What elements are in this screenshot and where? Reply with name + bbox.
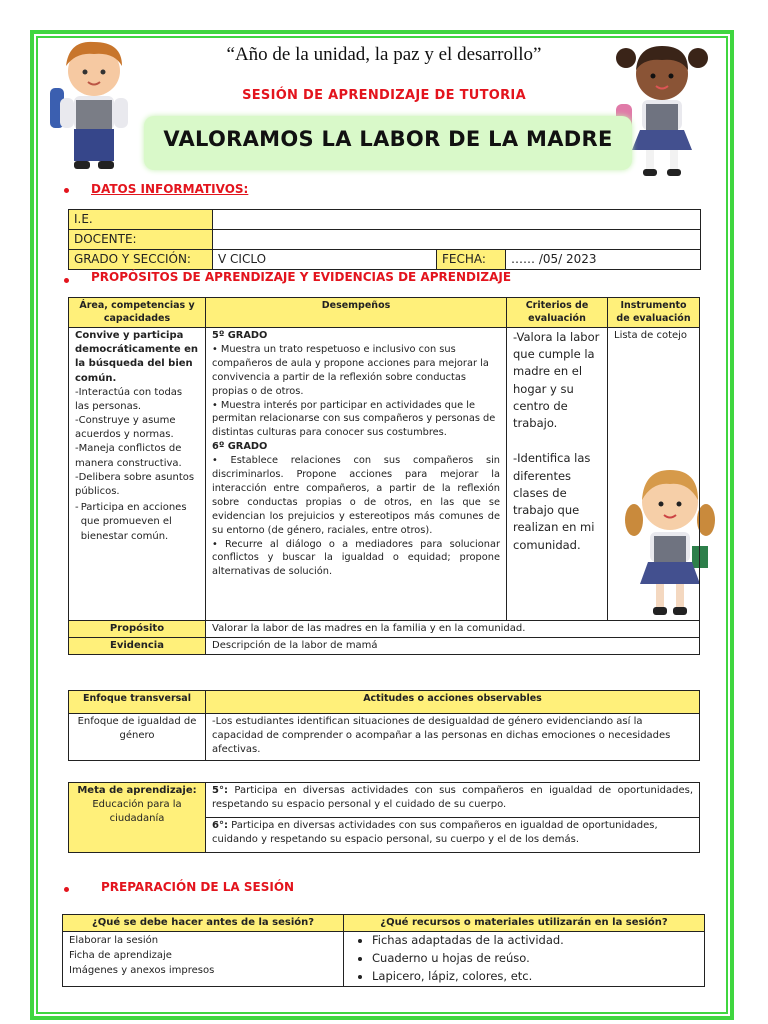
- bullet-icon: [64, 887, 69, 892]
- grado5-label: 5º GRADO: [212, 329, 268, 341]
- header-actitudes: Actitudes o acciones observables: [206, 691, 700, 714]
- evidencia-value: Descripción de la labor de mamá: [206, 638, 700, 655]
- recurso-item: • Fichas adaptadas de la actividad.: [372, 932, 698, 950]
- desempeno-item: • Establece relaciones con sus compañeros sin discriminarlos. Propone acciones para mejorar la interacción entre compañeros, a partir de la reflexión sobre conductas propias o de otros, en las que se evidencian los prejuicios y estereotipos más comunes de su entorno (de género, raciales, entre otros).: [212, 455, 500, 536]
- header-antes: ¿Qué se debe hacer antes de la sesión?: [63, 915, 344, 932]
- proposito-value: Valorar la labor de las madres en la familia y en la comunidad.: [206, 620, 700, 637]
- docente-label: DOCENTE:: [69, 230, 213, 250]
- meta-label: Meta de aprendizaje:: [77, 785, 197, 796]
- enfoque-description: -Los estudiantes identifican situaciones de desigualdad de género evidenciando así la capacidad de comprender o acompañar a las personas en dichas emociones o necesidades afectivas.: [206, 714, 700, 761]
- datos-heading: DATOS INFORMATIVOS:: [91, 182, 249, 196]
- desempeno-item: • Recurre al diálogo o a mediadores para solucionar conflictos y buscar la igualdad o equidad; propone alternativas de solución.: [212, 538, 500, 578]
- session-type-label: SESIÓN DE APRENDIZAJE DE TUTORIA: [242, 88, 526, 103]
- capacidad-item: -Interactúa con todas las personas.: [75, 386, 183, 412]
- docente-value[interactable]: [213, 230, 701, 250]
- capacidad-item: Participa en acciones que promueven el bienestar común.: [80, 502, 187, 542]
- competencia: Convive y participa democráticamente en la búsqueda del bien común.: [75, 329, 198, 384]
- instrumento-value: Lista de cotejo: [608, 327, 700, 620]
- criterio-item: -Valora la labor que cumple la madre en el hogar y su centro de trabajo.: [513, 329, 600, 431]
- evidencia-label: Evidencia: [69, 638, 206, 655]
- antes-item: Ficha de aprendizaje: [69, 950, 172, 962]
- antes-item: Elaborar la sesión: [69, 935, 159, 947]
- preparacion-heading: PREPARACIÓN DE LA SESIÓN: [101, 880, 295, 894]
- proposito-label: Propósito: [69, 620, 206, 637]
- header-instrumento: Instrumento de evaluación: [608, 298, 700, 328]
- grado-value: V CICLO: [213, 250, 437, 270]
- meta-area: Educación para la ciudadanía: [92, 799, 182, 825]
- header-area: Área, competencias y capacidades: [69, 298, 206, 328]
- meta-5-label: 5°:: [212, 785, 228, 796]
- bullet-icon: [64, 278, 69, 283]
- header-recursos: ¿Qué recursos o materiales utilizarán en la sesión?: [344, 915, 705, 932]
- meta-6-label: 6°:: [212, 820, 228, 831]
- header-enfoque: Enfoque transversal: [69, 691, 206, 714]
- ie-label: I.E.: [69, 210, 213, 230]
- recurso-item: • Cuaderno u hojas de reúso.: [372, 950, 698, 968]
- datos-table: [68, 209, 701, 270]
- meta-6-text: Participa en diversas actividades con sus compañeros en igualdad de oportunidades, cuidando y respetando su espacio personal, su cuerpo y el de los demás.: [212, 820, 658, 846]
- capacidad-item: -Maneja conflictos de manera constructiva.: [75, 443, 182, 469]
- desempeno-item: • Muestra un trato respetuoso e inclusivo con sus compañeros de aula y propone acciones para mejorar la convivencia a partir de la reflexión sobre conductas propias o de otros.: [212, 343, 489, 397]
- fecha-label: FECHA:: [437, 250, 506, 270]
- desempeno-item: • Muestra interés por participar en actividades que le permitan relacionarse con sus compañeros y personas de distintas culturas para conocer sus costumbres.: [212, 399, 496, 439]
- year-motto: “Año de la unidad, la paz y el desarrollo”: [226, 44, 542, 65]
- enfoque-table: [68, 690, 700, 761]
- recurso-item: • Lapicero, lápiz, colores, etc.: [372, 968, 698, 986]
- session-title: VALORAMOS LA LABOR DE LA MADRE: [163, 127, 613, 151]
- antes-item: Imágenes y anexos impresos: [69, 965, 215, 977]
- enfoque-name: Enfoque de igualdad de género: [69, 714, 206, 761]
- capacidad-item: -Construye y asume acuerdos y normas.: [75, 415, 176, 441]
- grado6-label: 6º GRADO: [212, 441, 268, 453]
- meta-table: [68, 782, 700, 853]
- header-criterios: Criterios de evaluación: [507, 298, 608, 328]
- propositos-heading: PROPÓSITOS DE APRENDIZAJE Y EVIDENCIAS DE APRENDIZAJE: [91, 270, 512, 284]
- title-banner: [144, 116, 632, 170]
- criterio-item: -Identifica las diferentes clases de trabajo que realizan en mi comunidad.: [513, 451, 595, 552]
- meta-5-text: Participa en diversas actividades con sus compañeros en igualdad de oportunidades, respetando su espacio personal y el cuidado de su cuerpo.: [212, 785, 694, 811]
- fecha-value: …… /05/ 2023: [506, 250, 701, 270]
- recursos-list: [350, 932, 698, 985]
- bullet-icon: [64, 188, 69, 193]
- capacidad-item: -Delibera sobre asuntos públicos.: [75, 471, 195, 498]
- propositos-table: Área, competencias y capacidades Desempeños Criterios de evaluación Instrumento de evaluación Convive y participa democráticamente en la búsqueda del bien común. -Interactúa con todas las personas. -Construye y asume acuerdos y normas. -Maneja conflictos de manera constructiva. -Delibera sobre asuntos públicos. - Participa en acciones que promueven el bienestar común. 5º GRADO • Muestra un trato respetuoso e inclusivo con sus compañeros de aula y propone acciones para mejorar la convivencia a partir de la reflexión sobre conductas propias o de otros. • Muestra interés por participar en actividades que le permitan relacionarse con sus compañeros y personas de distintas culturas para conocer sus costumbres. 6º GRADO • Establece relaciones con sus compañeros sin discriminarlos. Propone acciones para mejorar la interacción entre compañeros, a partir de la reflexión sobre conductas propias o de otros, en las que se evidencian los prejuicios y estereotipos más comunes de su entorno (de género, raciales, entre otros). • Recurre al diálogo o a mediadores para solucionar conflictos y buscar la igualdad o equidad; propone alternativas de solución. -Valora la labor que cumple la madre en el hogar y su centro de trabajo. -Identifica las diferentes clases de trabajo que realizan en mi comunidad. Lista de cotejo Propósito Valorar la labor de las madres en la familia y en la comunidad. Evidencia Descripción de la labor de mamá: [68, 297, 700, 655]
- header-desempenos: Desempeños: [206, 298, 507, 328]
- grado-label: GRADO Y SECCIÓN:: [69, 250, 213, 270]
- preparacion-table: [62, 914, 705, 987]
- ie-value[interactable]: [213, 210, 701, 230]
